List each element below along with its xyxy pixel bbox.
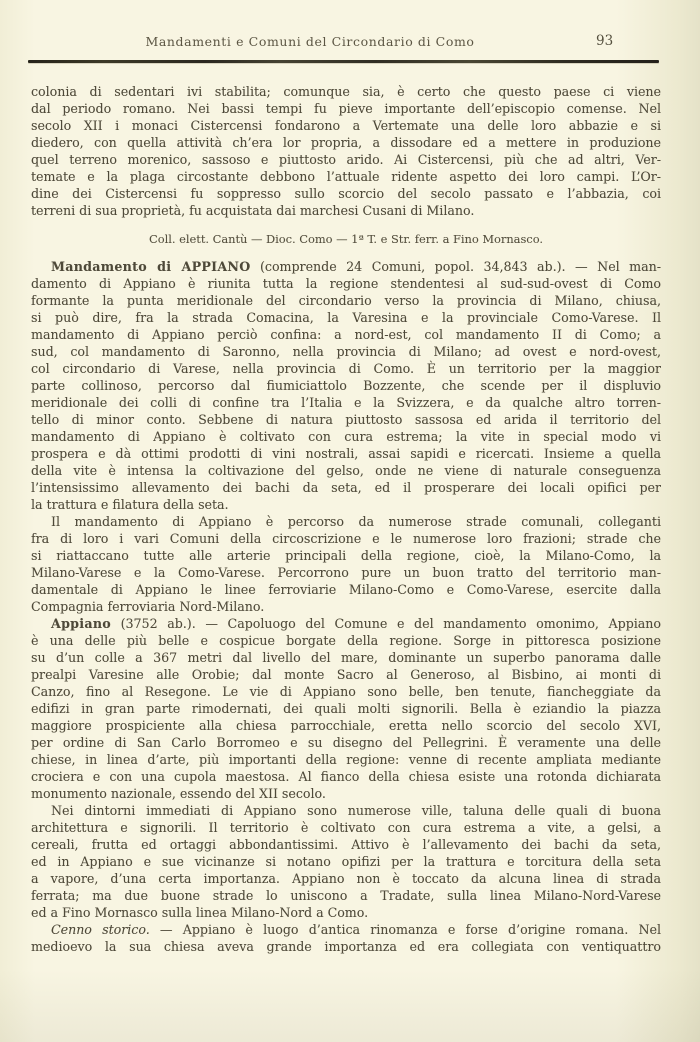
paragraph bbox=[31, 921, 661, 955]
text-line: chiese, in linea d’arte, più importanti della regione: venne di recente ampliata mediante bbox=[31, 752, 661, 767]
text-line: dine dei Cistercensi fu soppresso sullo scorcio del secolo passato e l’abbazia, coi bbox=[31, 186, 661, 201]
paragraph bbox=[31, 83, 661, 219]
text-line: Nei dintorni immediati di Appiano sono numerose ville, taluna delle quali di buona bbox=[51, 803, 661, 818]
text-line: a vapore, d’una certa importanza. Appiano non è toccato da alcuna linea di strada bbox=[31, 871, 661, 886]
text-line: parte collinoso, percorso dal fiumiciattolo Bozzente, che scende per il displuvio bbox=[31, 378, 661, 393]
text-line: su d’un colle a 367 metri dal livello del mare, dominante un superbo panorama dalle bbox=[31, 650, 661, 665]
text-line: è una delle più belle e cospicue borgate della regione. Sorge in pittoresca posizione bbox=[31, 633, 661, 648]
text-line: Appiano (3752 ab.). — Capoluogo del Comune e del mandamento omonimo, Appiano bbox=[51, 616, 661, 631]
text-line: della vite è intensa la coltivazione del gelso, onde ne viene di naturale conseguenza bbox=[31, 463, 661, 478]
text-line: formante la punta meridionale del circondario verso la provincia di Milano, chiusa, bbox=[31, 293, 661, 308]
text-line: meridionale dei colli di confine tra l’Italia e la Svizzera, e da qualche altro torren- bbox=[31, 395, 661, 410]
text-line: monumento nazionale, essendo del XII secolo. bbox=[31, 786, 326, 801]
paragraph-lead: Mandamento di APPIANO bbox=[51, 259, 251, 274]
text-line: cereali, frutta ed ortaggi abbondantissimi. Attivo è l’allevamento dei bachi da seta, bbox=[31, 837, 661, 852]
text-line: medioevo la sua chiesa aveva grande importanza ed era collegiata con ventiquattro bbox=[31, 939, 661, 954]
text-line: damentale di Appiano le linee ferroviarie Milano-Como e Como-Varese, esercite dalla bbox=[31, 582, 661, 597]
text-line: l’intensissimo allevamento dei bachi da seta, ed il prosperare dei locali opifici per bbox=[31, 480, 661, 495]
header-rule bbox=[28, 60, 659, 63]
text-line: tello di minor conto. Sebbene di natura piuttosto sassosa ed arida il territorio del bbox=[31, 412, 661, 427]
paragraph bbox=[31, 513, 661, 615]
text-line: Canzo, fino al Resegone. Le vie di Appiano sono belle, ben tenute, fiancheggiate da bbox=[31, 684, 661, 699]
page-content bbox=[31, 83, 661, 955]
text-line: quel terreno morenico, sassoso e piuttosto arido. Ai Cistercensi, più che ad altri, Ver- bbox=[31, 152, 661, 167]
paragraph bbox=[31, 802, 661, 921]
text-line: ferrata; ma due buone strade lo uniscono a Tradate, sulla linea Milano-Nord-Varese bbox=[31, 888, 661, 903]
paragraph-lead: Appiano bbox=[51, 616, 111, 631]
text-line: Mandamento di APPIANO (comprende 24 Comuni, popol. 34,843 ab.). — Nel man- bbox=[51, 259, 661, 274]
text-line: la trattura e filatura della seta. bbox=[31, 497, 229, 512]
text-line: si può dire, fra la strada Comacina, la Varesina e la provinciale Como-Varese. Il bbox=[31, 310, 661, 325]
text-line: col circondario di Varese, nella provincia di Como. È un territorio per la maggior bbox=[31, 361, 661, 376]
text-line: fra di loro i vari Comuni della circoscrizione e le numerose loro frazioni; strade che bbox=[31, 531, 661, 546]
text-line: damento di Appiano è riunita tutta la regione stendentesi al sud-sud-ovest di Como bbox=[31, 276, 661, 291]
text-line: crociera e con una cupola maestosa. Al fianco della chiesa esiste una rotonda dichiarata bbox=[31, 769, 661, 784]
text-line: temate e la plaga circostante debbono l’attuale ridente aspetto dei loro campi. L’Or- bbox=[31, 169, 661, 184]
text-line: edifizi in gran parte rimodernati, dei quali molti signorili. Bella è eziandio la piazza bbox=[31, 701, 661, 716]
text-line: terreni di sua proprietà, fu acquistata dai marchesi Cusani di Milano. bbox=[31, 203, 475, 218]
text-line: Cenno storico. — Appiano è luogo d’antica rinomanza e forse d’origine romana. Nel bbox=[51, 922, 661, 937]
text-line: mandamento di Appiano è coltivato con cura estrema; la vite in special modo vi bbox=[31, 429, 661, 444]
header-title: Mandamenti e Comuni del Circondario di Como bbox=[145, 34, 475, 49]
electoral-college-note: Coll. elett. Cantù — Dioc. Como — 1ª T. e Str. ferr. a Fino Mornasco. bbox=[149, 232, 543, 246]
text-line: per ordine di San Carlo Borromeo e su disegno del Pellegrini. È veramente una delle bbox=[31, 735, 661, 750]
text-line: prealpi Varesine alle Orobie; dal monte Sacro al Generoso, al Bisbino, ai monti di bbox=[31, 667, 661, 682]
text-line: maggiore prospiciente alla chiesa parrocchiale, eretta nello scorcio del secolo XVI, bbox=[31, 718, 661, 733]
paragraph-lead: Cenno storico. bbox=[51, 922, 150, 937]
text-line: diedero, con quella attività ch’era lor propria, a dissodare ed a mettere in produzione bbox=[31, 135, 661, 150]
text-line: Il mandamento di Appiano è percorso da numerose strade comunali, colleganti bbox=[51, 514, 661, 529]
text-line: secolo XII i monaci Cistercensi fondarono a Vertemate una delle loro abbazie e si bbox=[31, 118, 661, 133]
text-line: architettura e signorili. Il territorio è coltivato con cura estrema a vite, a gelsi, a bbox=[31, 820, 661, 835]
text-line: Compagnia ferroviaria Nord-Milano. bbox=[31, 599, 265, 614]
text-line: colonia di sedentari ivi stabilita; comunque sia, è certo che questo paese ci viene bbox=[31, 84, 661, 99]
paragraph bbox=[31, 615, 661, 802]
text-line: dal periodo romano. Nei bassi tempi fu pieve importante dell’episcopio comense. Nel bbox=[31, 101, 661, 116]
text-line: si riattaccano tutte alle arterie principali della regione, cioè, la Milano-Como, la bbox=[31, 548, 661, 563]
page-number: 93 bbox=[596, 33, 614, 49]
text-line: sud, col mandamento di Saronno, nella provincia di Milano; ad ovest e nord-ovest, bbox=[31, 344, 661, 359]
running-header bbox=[0, 34, 620, 49]
text-line: mandamento di Appiano perciò confina: a nord-est, col mandamento II di Como; a bbox=[31, 327, 661, 342]
paragraph bbox=[31, 258, 661, 513]
text-line: Milano-Varese e la Como-Varese. Percorrono pure un buon tratto del territorio man- bbox=[31, 565, 661, 580]
text-line: ed a Fino Mornasco sulla linea Milano-Nord a Como. bbox=[31, 905, 369, 920]
text-line: ed in Appiano e sue vicinanze si notano opifizi per la trattura e torcitura della seta bbox=[31, 854, 661, 869]
text-line: prospera e dà ottimi prodotti di vini nostrali, assai sapidi e ricercati. Insieme a quella bbox=[31, 446, 661, 461]
